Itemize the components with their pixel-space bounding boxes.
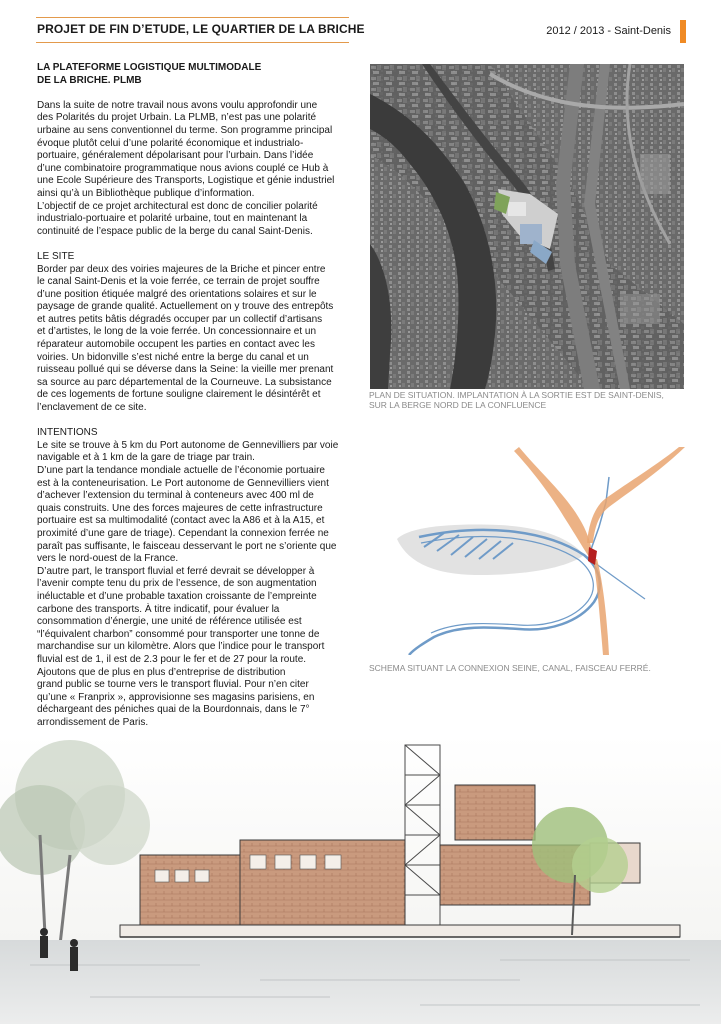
text-line: industrialo-portuaire et polarité urbaine, tout en maintenant la — [37, 213, 308, 225]
rail-corridor-south — [593, 559, 609, 655]
text-line: déchargeant des péniches quai de la Bourdonnais, dans le 7° — [37, 704, 310, 716]
text-line: réparateur automobile occupent les parties en contact avec les — [37, 339, 315, 351]
intro-paragraph — [37, 100, 357, 239]
text-line: paysage de grande qualité. Actuellement on y trouve des entrepôts — [37, 301, 334, 313]
rail-corridor-east — [587, 447, 685, 543]
building-block-left — [140, 855, 240, 925]
page-header-title: PROJET DE FIN D’ETUDE, LE QUARTIER DE LA BRICHE — [37, 22, 365, 36]
text-line: continuité de l’espace public de la berge du canal Saint-Denis. — [37, 225, 313, 237]
section-title — [37, 62, 357, 87]
podium — [120, 925, 680, 937]
text-line: le canal Saint-Denis et la voie ferrée, ce terrain de projet souffre — [37, 276, 320, 288]
text-line: arrondissement de Paris. — [37, 716, 149, 728]
text-line: D’autre part, le transport fluvial et ferré devrait se développer à — [37, 565, 315, 577]
text-line: D’une part la tendance mondiale actuelle de l’économie portuaire — [37, 465, 325, 476]
text-line: et d’artistes, le long de la voie ferrée. Un concessionnaire et un — [37, 326, 317, 338]
text-line: est à la conteneurisation. Le Port autonome de Gennevilliers vient — [37, 477, 329, 489]
header-accent-bar — [680, 20, 686, 43]
intentions-paragraph — [37, 440, 357, 730]
text-line: une Ecole Supérieure des Transports, Logistique et génie industriel — [37, 175, 335, 187]
text-line: voiries. Un bidonville s’est niché entre la berge du canal et un — [37, 351, 309, 363]
text-line: inéluctable et d’une probable taxation croissante de l’empreinte — [37, 590, 317, 602]
text-line: consommation d’énergie, une unité de référence utilisée est — [37, 616, 302, 628]
text-line: l’avenir compte tenu du prix de l’essence, de son augmentation — [37, 578, 317, 590]
text-line: proximité d’une gare de triage). Cependant la connexion ferrée ne — [37, 527, 329, 539]
connection-schema-diagram — [369, 447, 685, 655]
text-line: évoque plutôt celui d’une polarité économique et industrialo- — [37, 137, 304, 149]
text-line: marchandise sur un kilomètre. Alors que l’indice pour le transport — [37, 641, 325, 653]
site-heading: LE SITE — [37, 250, 75, 262]
text-line: portuaire, généralement dépolarisant pour l’urbain. Dans l’idée — [37, 150, 314, 162]
text-line: qu’une « Franprix », approvisionne ses magasins parisiens, en — [37, 691, 315, 703]
text-line: l’enclavement de ce site. — [37, 402, 147, 414]
text-line: L’objectif de ce projet architectural est donc de concilier polarité — [37, 200, 318, 212]
schema-caption: SCHEMA SITUANT LA CONNEXION SEINE, CANAL, FAISCEAU FERRÉ. — [369, 663, 651, 673]
text-line: vers le nord-ouest de la France. — [37, 553, 179, 565]
text-line: paraît pas suffisante, le faisceau desservant le port ne s’oriente que — [37, 540, 337, 552]
text-line: carbone des transports. À titre indicatif, pour évaluer la — [37, 603, 280, 615]
text-line: fluvial est de 1, il est de 2.3 pour le fer et de 27 pour la route. — [37, 653, 307, 665]
cantilever-box — [455, 785, 535, 840]
architectural-render — [0, 735, 721, 1024]
text-line: Ajoutons que de plus en plus d’entreprise de distribution — [37, 666, 286, 678]
text-line: “l’équivalent charbon” consommé pour transporter une tonne de — [37, 628, 320, 640]
text-line: urbaine au sens conventionnel du terme. Son programme principal — [37, 124, 333, 136]
text-line: d’une combinatoire programmatique nous avions couplé ce Hub à — [37, 162, 329, 174]
text-line: sa source au parc départemental de la Courneuve. La subsistance — [37, 376, 332, 388]
text-line: Le site se trouve à 5 km du Port autonome de Gennevilliers par voie — [37, 439, 339, 451]
text-line: et autres petits bâtis dégradés occuper par un collectif d’artisans — [37, 313, 323, 325]
water-surface — [0, 940, 721, 1024]
header-top-rule — [36, 17, 349, 18]
text-line: Dans la suite de notre travail nous avons voulu approfondir une — [37, 99, 318, 111]
text-line: Border par deux des voiries majeures de la Briche et pincer entre — [37, 263, 326, 275]
text-line: quais construits. Une des forces majeures de cette infrastructure — [37, 502, 323, 514]
text-line: ruisseau pollué qui se déverse dans la Seine: la vieille mer prenant — [37, 364, 334, 376]
aerial-site-photo — [370, 64, 684, 389]
section-title-line: DE LA BRICHE. PLMB — [37, 74, 142, 86]
aerial-caption — [369, 390, 689, 410]
aerial-map-drawing — [370, 64, 684, 389]
text-line: de ces logements de fortune souligne clairement le désintérêt et — [37, 389, 321, 401]
text-line: ainsi qu’à un Bibliothèque publique d’information. — [37, 187, 255, 199]
section-title-line: LA PLATEFORME LOGISTIQUE MULTIMODALE — [37, 62, 262, 73]
text-line: des Polarités du projet Urbain. La PLMB, n’est pas une polarité — [37, 112, 317, 124]
intentions-heading: INTENTIONS — [37, 427, 98, 439]
text-line: d’une position étiquée malgré des orientations solaires et sur le — [37, 288, 317, 300]
text-line: navigable et à 1 km de la gare de triage par train. — [37, 452, 255, 464]
building-block-center — [240, 840, 405, 935]
aerial-caption-line: SUR LA BERGE NORD DE LA CONFLUENCE — [369, 400, 547, 410]
text-line: d’achever l’extension du terminal à conteneurs avec 400 ml de — [37, 490, 314, 502]
header-year-place: 2012 / 2013 - Saint-Denis — [546, 25, 671, 37]
text-line: grand public se tourne vers le transport fluvial. Pour n’en citer — [37, 679, 309, 691]
text-line: portuaire est sa multimodalité (contact avec la A86 et à la A15, et — [37, 515, 325, 527]
text-column — [37, 62, 357, 729]
header-bottom-rule — [36, 42, 349, 43]
site-paragraph — [37, 264, 357, 415]
aerial-caption-line: PLAN DE SITUATION. IMPLANTATION À LA SORTIE EST DE SAINT-DENIS, — [369, 390, 664, 400]
